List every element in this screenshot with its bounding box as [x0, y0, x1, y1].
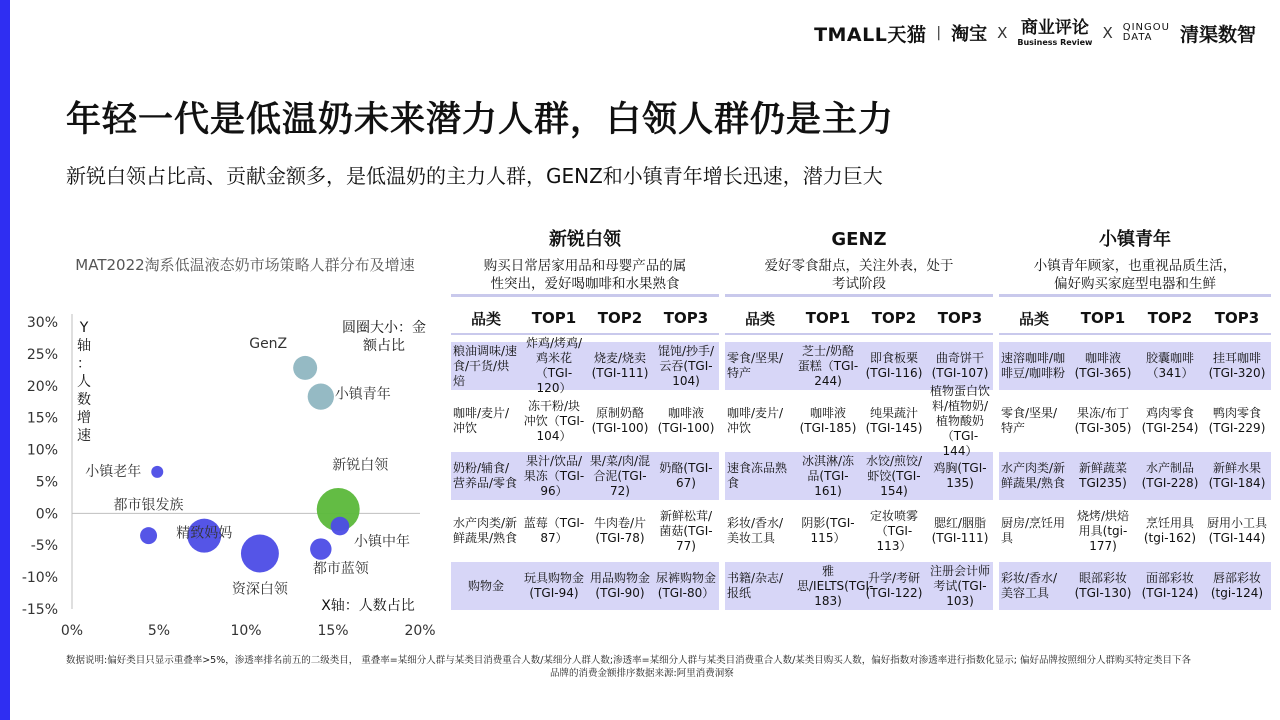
bubble-point: [151, 466, 163, 478]
top-item-cell: 用品购物金(TGI-90): [589, 571, 650, 600]
table-row: [451, 562, 719, 610]
segment-description: [999, 254, 1271, 294]
top-item-cell: 蓝莓（TGI-87）: [523, 516, 585, 545]
bubble-point: [241, 535, 279, 573]
size-note-line-2: 额占比: [363, 338, 405, 354]
bubble-label: 都市银发族: [113, 497, 184, 514]
segment-description-line: 购买日常居家用品和母婴产品的属: [483, 258, 687, 274]
table-row: [725, 507, 993, 555]
top-item-cell: 新鲜松茸/菌菇(TGI-77): [659, 508, 713, 553]
column-header-rule: [999, 333, 1271, 335]
x-tick-label: 5%: [147, 623, 171, 639]
bubble-label: 小镇青年: [334, 386, 391, 403]
category-cell: 购物金: [467, 578, 504, 593]
segment-header: 新锐白领: [549, 229, 621, 250]
x-tick-label: 15%: [317, 623, 349, 639]
column-header-row: [999, 303, 1271, 333]
segment-description-line: 小镇青年顾家，也重视品质生活，: [1033, 258, 1237, 274]
top-item-cell: 阴影(TGI-115）: [801, 516, 855, 545]
top-item-cell: 眼部彩妆(TGI-130): [1074, 571, 1132, 600]
top-item-cell: 曲奇饼干(TGI-107): [931, 351, 989, 380]
bubble-label: 资深白领: [231, 581, 288, 598]
top-item-cell: 尿裤购物金(TGI-80）: [655, 571, 716, 600]
top-item-cell: 面部彩妆(TGI-124): [1141, 571, 1199, 600]
category-cell: 速食冻品熟食: [727, 461, 788, 490]
column-header-rule: [451, 333, 719, 335]
y-tick-label: -15%: [21, 602, 58, 618]
top-item-cell: 芝士/奶酪蛋糕（TGI-244): [797, 343, 859, 388]
top-item-cell: 烹饪用具(tgi-162): [1143, 516, 1197, 545]
category-cell: 粮油调味/速食/干货/烘焙: [453, 343, 518, 388]
taobao-logo: 淘宝: [951, 24, 988, 45]
top-item-cell: 厨用小工具(TGI-144): [1206, 516, 1267, 545]
bubble-chart: [0, 300, 440, 645]
segment-description: [451, 254, 719, 294]
table-row: [451, 397, 719, 445]
bubble-label: 都市蓝领: [312, 561, 369, 578]
table-row: [999, 452, 1271, 500]
category-cell: 彩妆/香水/美妆工具: [727, 516, 784, 545]
y-tick-label: -10%: [21, 570, 58, 587]
column-header-rule: [725, 333, 993, 335]
segment-header: GENZ: [831, 229, 887, 250]
bubble-label: 小镇中年: [353, 534, 410, 551]
column-header: TOP3: [663, 309, 709, 327]
category-cell: 水产肉类/新鲜蔬果/熟食: [453, 516, 518, 545]
business-review-logo: [1017, 17, 1093, 47]
top-item-cell: 咖啡液(TGI-185): [799, 406, 857, 435]
top-item-cell: 鸡肉零食(TGI-254): [1141, 406, 1199, 435]
category-cell: 水产肉类/新鲜蔬果/熟食: [1001, 461, 1066, 490]
bubble-point: [140, 527, 157, 544]
y-tick-label: -5%: [30, 538, 58, 555]
x-tick-label: 10%: [230, 623, 262, 639]
qingou-zh-logo: 清渠数智: [1179, 23, 1256, 46]
column-header: TOP2: [1147, 309, 1193, 327]
segment-table-2: [725, 226, 993, 610]
bubble-label: GenZ: [249, 335, 288, 352]
size-note-line-1: 圆圈大小：金: [342, 320, 426, 336]
category-cell: 书籍/杂志/报纸: [727, 571, 784, 600]
top-item-cell: 原制奶酪(TGI-100): [591, 406, 649, 435]
table-row: [451, 336, 719, 395]
top-item-cell: 咖啡液(TGI-365): [1074, 351, 1132, 380]
segment-table-1: [451, 226, 719, 610]
bubble-point: [293, 356, 317, 380]
top-item-cell: 水产制品(TGI-228): [1141, 461, 1199, 490]
top-item-cell: 雅思/IELTS(TGI-183): [797, 563, 874, 608]
column-header: TOP1: [805, 309, 851, 327]
top-item-cell: 果汁/饮品/果冻（TGI-96）: [523, 453, 585, 498]
bubble-label: 新锐白领: [332, 457, 389, 474]
logo-cross: X: [997, 24, 1008, 42]
segment-description-line: 爱好零食甜点，关注外表，处于: [764, 258, 954, 274]
top-item-cell: 烧烤/烘焙用具(tgi-177): [1076, 508, 1130, 553]
segment-table-3: [999, 226, 1271, 610]
category-cell: 彩妆/香水/美容工具: [1001, 571, 1058, 600]
footnote-line-1: 数据说明:偏好类目只显示重叠率>5%，渗透率排名前五的二级类目， 重叠率=某细分人群与某类目消费重合人数/某细分人群人数;渗透率=某细分人群与某类目消费重合人数/某类目购买人数，偏好指数对渗透率进行指数化显示; 偏好品牌按照细分人群购买特定类目下各: [66, 655, 1191, 666]
category-cell: 咖啡/麦片/冲饮: [453, 406, 510, 435]
top-item-cell: 冰淇淋/冻品(TGI-161): [801, 453, 855, 498]
y-axis-label: Y 轴：人数增速: [77, 320, 91, 444]
top-item-cell: 即食板栗(TGI-116): [865, 351, 923, 380]
top-item-cell: 馄饨/抄手/云吞(TGI-104): [657, 343, 715, 388]
logo-cross: X: [1102, 24, 1113, 42]
top-item-cell: 鸡胸(TGI-135): [933, 461, 987, 490]
category-cell: 零食/坚果/特产: [1001, 406, 1058, 435]
page-subtitle: 新锐白领占比高、贡献金额多，是低温奶的主力人群，GENZ和小镇青年增长迅速，潜力巨大: [66, 164, 883, 188]
footnote-line-2: 品牌的消费金额排序数据来源:阿里消费洞察: [550, 668, 734, 679]
column-header: TOP1: [531, 309, 577, 327]
column-header: TOP3: [937, 309, 983, 327]
y-tick-label: 25%: [26, 346, 58, 363]
x-tick-label: 20%: [404, 623, 436, 639]
y-tick-label: 10%: [26, 442, 58, 459]
bubble-point: [308, 383, 334, 409]
column-header: TOP1: [1080, 309, 1126, 327]
column-header: TOP3: [1214, 309, 1260, 327]
header-rule: [451, 294, 719, 297]
table-row: [999, 397, 1271, 445]
bubble-point: [310, 538, 331, 559]
top-item-cell: 腮红/胭脂(TGI-111): [931, 516, 989, 545]
top-item-cell: 鸭肉零食(TGI-229): [1208, 406, 1266, 435]
segment-description-line: 考试阶段: [832, 276, 886, 292]
bubble-label: 精致妈妈: [176, 525, 233, 542]
segment-header: 小镇青年: [1099, 229, 1171, 250]
top-item-cell: 冻干粉/块冲饮（TGI-104）: [523, 398, 585, 443]
top-item-cell: 水饺/煎饺/虾饺(TGI-154): [865, 453, 923, 498]
category-cell: 厨房/烹饪用具: [1001, 516, 1066, 545]
segment-description: [725, 254, 993, 294]
footnote: [66, 654, 1246, 680]
qingou-line1: QINGOU: [1122, 22, 1170, 33]
column-header: TOP2: [871, 309, 917, 327]
top-item-cell: 定妆喷雾（TGI-113）: [869, 508, 918, 553]
column-header-row: [451, 303, 719, 333]
y-tick-label: 20%: [26, 378, 58, 395]
partner-logos: [814, 18, 1256, 48]
y-tick-label: 30%: [26, 315, 58, 331]
top-item-cell: 纯果蔬汁(TGI-145): [865, 406, 923, 435]
x-axis-label: X轴：人数占比: [321, 598, 415, 614]
bubble-point: [331, 517, 350, 536]
top-item-cell: 胶囊咖啡（341）: [1145, 351, 1194, 380]
top-item-cell: 奶酪(TGI-67): [659, 461, 713, 490]
header-rule: [999, 294, 1271, 297]
category-cell: 零食/坚果/特产: [727, 351, 784, 380]
business-review-en: Business Review: [1017, 37, 1093, 47]
segment-description-line: 性突出，爱好喝咖啡和水果熟食: [490, 276, 680, 292]
column-header: 品类: [1018, 309, 1049, 328]
column-header: 品类: [470, 309, 501, 328]
segment-description-line: 偏好购买家庭型电器和生鲜: [1054, 276, 1216, 292]
table-row: [725, 452, 993, 500]
top-item-cell: 新鲜蔬菜TGI235): [1078, 461, 1127, 490]
table-row: [725, 383, 993, 458]
top-item-cell: 炸鸡/烤鸡/鸡米花（TGI-120）: [525, 336, 583, 395]
top-item-cell: 果冻/布丁(TGI-305): [1074, 406, 1132, 435]
y-tick-label: 5%: [35, 474, 58, 491]
column-header: 品类: [744, 309, 775, 328]
table-row: [999, 507, 1271, 555]
page-title: 年轻一代是低温奶未来潜力人群，白领人群仍是主力: [66, 100, 895, 140]
qingou-line2: DATA: [1122, 32, 1153, 43]
y-tick-label: 0%: [35, 506, 58, 523]
category-cell: 速溶咖啡/咖啡豆/咖啡粉: [1001, 351, 1066, 380]
top-item-cell: 注册会计师考试(TGI-103): [929, 563, 990, 608]
x-tick-label: 0%: [60, 623, 84, 639]
logo-separator: |: [936, 25, 942, 41]
category-cell: 奶粉/辅食/营养品/零食: [453, 461, 518, 490]
table-row: [725, 562, 993, 610]
bubble-label: 小镇老年: [85, 463, 142, 480]
top-item-cell: 新鲜水果(TGI-184): [1208, 461, 1266, 490]
top-item-cell: 唇部彩妆(tgi-124): [1210, 571, 1264, 600]
top-item-cell: 牛肉卷/片(TGI-78): [593, 516, 647, 545]
top-item-cell: 植物蛋白饮料/植物奶/植物酸奶（TGI-144）: [929, 383, 990, 458]
top-item-cell: 烧麦/烧卖(TGI-111): [591, 351, 649, 380]
category-cell: 咖啡/麦片/冲饮: [727, 406, 784, 435]
top-item-cell: 玩具购物金(TGI-94): [523, 571, 584, 600]
top-item-cell: 果/菜/肉/混合泥(TGI-72): [589, 453, 651, 498]
table-row: [999, 562, 1271, 610]
table-row: [451, 452, 719, 500]
chart-title: MAT2022淘系低温液态奶市场策略人群分布及增速: [75, 256, 415, 274]
top-item-cell: 咖啡液(TGI-100): [657, 406, 715, 435]
qingou-data-logo: [1123, 23, 1170, 43]
tmall-logo: TMALL天猫: [814, 23, 927, 46]
table-row: [999, 342, 1271, 390]
y-tick-label: 15%: [26, 410, 58, 427]
business-review-zh: 商业评论: [1020, 17, 1089, 38]
table-row: [451, 507, 719, 555]
header-rule: [725, 294, 993, 297]
top-item-cell: 挂耳咖啡(TGI-320): [1208, 351, 1266, 380]
column-header: TOP2: [597, 309, 643, 327]
column-header-row: [725, 303, 993, 333]
top-item-cell: 升学/考研(TGI-122): [865, 571, 923, 600]
